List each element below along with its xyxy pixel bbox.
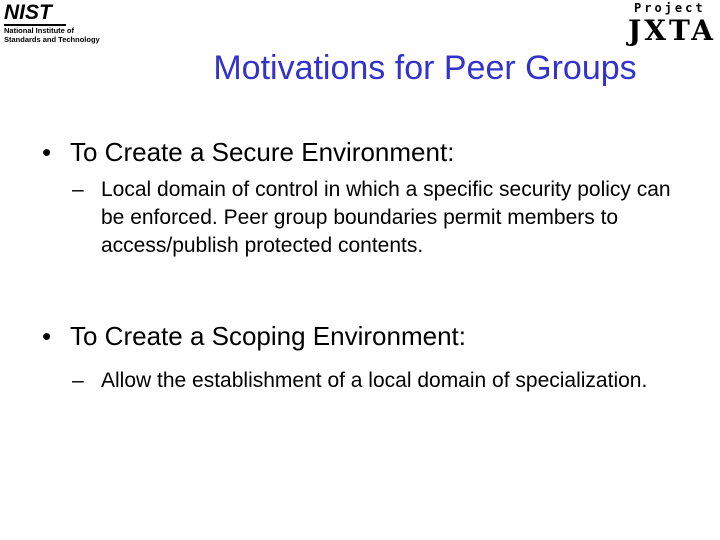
bullet-marker: • bbox=[42, 137, 52, 167]
nist-subtitle-line1: National Institute of bbox=[4, 26, 74, 35]
bullet-text: To Create a Scoping Environment: bbox=[70, 321, 466, 351]
sub-bullet-marker: – bbox=[72, 369, 84, 392]
sub-bullet-text: Allow the establishment of a local domain of specialization. bbox=[101, 369, 648, 392]
nist-logo bbox=[2, 2, 114, 46]
jxta-logo bbox=[626, 2, 720, 48]
jxta-wordmark: JXTA bbox=[628, 14, 717, 47]
slide-title: Motivations for Peer Groups bbox=[213, 49, 637, 87]
sub-bullet-text: Local domain of control in which a specific security policy can be enforced. Peer group boundaries permit members to access/publish protected contents. bbox=[101, 178, 671, 257]
nist-wordmark: NIST bbox=[4, 1, 52, 24]
bullet-marker: • bbox=[42, 321, 52, 351]
jxta-project-label: Project bbox=[634, 1, 706, 15]
bullet-text: To Create a Secure Environment: bbox=[70, 137, 455, 167]
nist-subtitle bbox=[4, 26, 116, 44]
sub-bullet-marker: – bbox=[72, 178, 84, 201]
nist-subtitle-line2: Standards and Technology bbox=[4, 35, 100, 44]
